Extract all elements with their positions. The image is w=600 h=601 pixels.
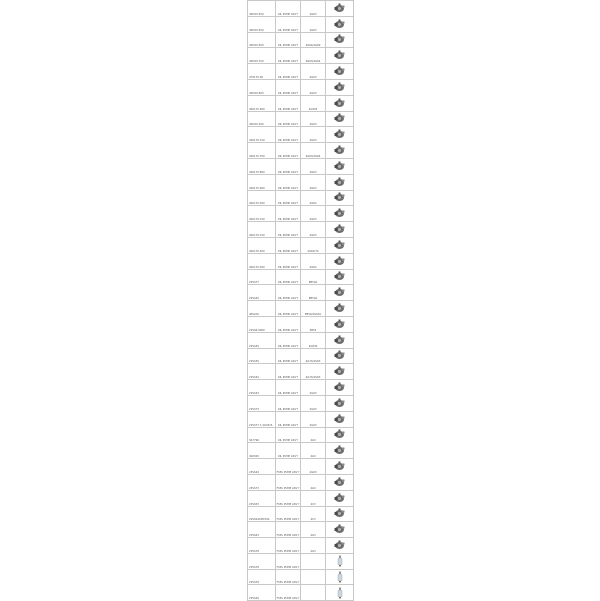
part-name-cell: OIL PUMP ASS'Y (276, 190, 301, 206)
table-row (248, 222, 354, 238)
oe-number-cell: 4S0170.310 (248, 222, 276, 238)
table-row (248, 206, 354, 222)
part-image-cell (326, 301, 354, 317)
part-image-cell (326, 79, 354, 95)
application-cell: 4G64 (301, 253, 326, 269)
oe-number-cell: 23SS73 (248, 474, 276, 490)
oe-number-cell: SS7796 (248, 427, 276, 443)
part-image-cell (326, 174, 354, 190)
part-name-cell: OIL PUMP ASS'Y (276, 427, 301, 443)
part-name-cell: OIL PUMP ASS'Y (276, 269, 301, 285)
part-name-cell: FUEL PUMP ASS'Y (276, 585, 301, 601)
application-cell: 4G993 (301, 95, 326, 111)
part-name-cell: OIL PUMP ASS'Y (276, 301, 301, 317)
part-image-cell (326, 253, 354, 269)
part-image-cell (326, 364, 354, 380)
part-image-cell (326, 127, 354, 143)
part-image-cell (326, 348, 354, 364)
part-image-cell (326, 553, 354, 569)
application-cell: 4G93 (301, 111, 326, 127)
part-name-cell: OIL PUMP ASS'Y (276, 174, 301, 190)
application-cell: 4G63/4G64 (301, 48, 326, 64)
oe-number-cell: 4SM10.800 (248, 79, 276, 95)
part-image-cell (326, 111, 354, 127)
parts-table (247, 0, 354, 601)
application-cell: 4G74/4G63 (301, 364, 326, 380)
application-cell: 4G93 (301, 127, 326, 143)
table-row (248, 143, 354, 159)
oe-number-cell: 4S0SS5 (248, 443, 276, 459)
oe-number-cell: 4S0170.500 (248, 237, 276, 253)
part-name-cell: OIL PUMP ASS'Y (276, 48, 301, 64)
part-name-cell: OIL PUMP ASS'Y (276, 64, 301, 80)
pump-assembly-icon (326, 224, 353, 235)
application-cell: 4G63S (301, 332, 326, 348)
application-cell: 4G93 (301, 79, 326, 95)
part-name-cell: FUEL PUMP ASS'Y (276, 459, 301, 475)
pump-assembly-icon (326, 287, 353, 298)
table-row (248, 127, 354, 143)
application-cell: 4G93 (301, 411, 326, 427)
application-cell (301, 553, 326, 569)
table-row (248, 490, 354, 506)
table-row (248, 253, 354, 269)
pump-assembly-icon (326, 271, 353, 282)
pump-assembly-icon (326, 145, 353, 156)
application-cell: 4G64/4G69 (301, 32, 326, 48)
part-image-cell (326, 459, 354, 475)
pump-assembly-icon (326, 34, 353, 45)
part-image-cell (326, 143, 354, 159)
part-image-cell (326, 48, 354, 64)
oe-number-cell: 23SS53 (248, 490, 276, 506)
part-image-cell (326, 237, 354, 253)
part-image-cell (326, 522, 354, 538)
part-image-cell (326, 64, 354, 80)
part-image-cell (326, 1, 354, 17)
part-name-cell: OIL PUMP ASS'Y (276, 95, 301, 111)
application-cell: 4G63/74 (301, 237, 326, 253)
table-row (248, 332, 354, 348)
pump-assembly-icon (326, 350, 353, 361)
table-row (248, 380, 354, 396)
oe-number-cell: 4PS2A0 (248, 301, 276, 317)
oe-number-cell: 23SS33 (248, 380, 276, 396)
oe-number-cell: 23SS78 (248, 538, 276, 554)
part-name-cell: OIL PUMP ASS'Y (276, 222, 301, 238)
part-image-cell (326, 585, 354, 601)
part-name-cell: OIL PUMP ASS'Y (276, 395, 301, 411)
part-image-cell (326, 411, 354, 427)
part-image-cell (326, 16, 354, 32)
application-cell: 4G63 (301, 206, 326, 222)
pump-assembly-icon (326, 208, 353, 219)
application-cell (301, 569, 326, 585)
table-row (248, 16, 354, 32)
oe-number-cell: 4S0170.300 (248, 190, 276, 206)
oe-number-cell: 23SS3S (248, 332, 276, 348)
part-name-cell: OIL PUMP ASS'Y (276, 1, 301, 17)
parts-table-body (248, 1, 354, 601)
oe-number-cell: 4S0170.310 (248, 206, 276, 222)
application-cell: 4B54 (301, 316, 326, 332)
pump-assembly-icon (326, 129, 353, 140)
part-image-cell (326, 285, 354, 301)
part-image-cell (326, 316, 354, 332)
application-cell: EB50/4G63A (301, 301, 326, 317)
application-cell (301, 585, 326, 601)
pump-assembly-icon (326, 382, 353, 393)
pump-assembly-icon (326, 493, 353, 504)
part-image-cell (326, 190, 354, 206)
oe-number-cell: 23SS3A (248, 364, 276, 380)
application-cell: 4G93 (301, 395, 326, 411)
oe-number-cell: 4S0170.310 (248, 127, 276, 143)
part-image-cell (326, 490, 354, 506)
fuel-strainer-icon (326, 555, 353, 567)
part-image-cell (326, 427, 354, 443)
part-name-cell: OIL PUMP ASS'Y (276, 364, 301, 380)
oe-number-cell: 23SS4S (248, 585, 276, 601)
application-cell: 4G63/4G64 (301, 143, 326, 159)
part-name-cell: OIL PUMP ASS'Y (276, 206, 301, 222)
application-cell: 4G63 (301, 174, 326, 190)
table-row (248, 474, 354, 490)
oe-number-cell: 23SS3S (248, 348, 276, 364)
part-image-cell (326, 395, 354, 411)
table-row (248, 348, 354, 364)
table-row (248, 48, 354, 64)
oe-number-cell: 4S0170.900 (248, 174, 276, 190)
table-row (248, 506, 354, 522)
table-row (248, 553, 354, 569)
pump-assembly-icon (326, 524, 353, 535)
table-row (248, 443, 354, 459)
application-cell: EB50A (301, 285, 326, 301)
pump-assembly-icon (326, 540, 353, 551)
application-cell: 4G63 (301, 1, 326, 17)
oe-number-cell: 4SM10.300 (248, 111, 276, 127)
part-image-cell (326, 506, 354, 522)
part-image-cell (326, 158, 354, 174)
part-image-cell (326, 569, 354, 585)
oe-number-cell: 23SS78 (248, 553, 276, 569)
pump-assembly-icon (326, 366, 353, 377)
table-row (248, 79, 354, 95)
fuel-strainer-icon (326, 587, 353, 599)
table-row (248, 64, 354, 80)
table-row (248, 32, 354, 48)
oe-number-cell: 23SS73 (248, 395, 276, 411)
part-image-cell (326, 443, 354, 459)
table-row (248, 190, 354, 206)
pump-assembly-icon (326, 508, 353, 519)
part-name-cell: OIL PUMP ASS'Y (276, 411, 301, 427)
pump-assembly-icon (326, 477, 353, 488)
oe-number-cell: 23SS77.7.4G3315 (248, 411, 276, 427)
part-name-cell: FUEL PUMP ASS'Y (276, 474, 301, 490)
pump-assembly-icon (326, 177, 353, 188)
part-image-cell (326, 474, 354, 490)
pump-assembly-icon (326, 256, 353, 267)
oe-number-cell: 4SM10.500 (248, 16, 276, 32)
part-name-cell: OIL PUMP ASS'Y (276, 111, 301, 127)
parts-catalog-sheet (247, 0, 350, 600)
pump-assembly-icon (326, 50, 353, 61)
part-image-cell (326, 95, 354, 111)
part-name-cell: FUEL PUMP ASS'Y (276, 569, 301, 585)
part-name-cell: FUEL PUMP ASS'Y (276, 490, 301, 506)
pump-assembly-icon (326, 429, 353, 440)
oe-number-cell: 23SS44 (248, 459, 276, 475)
part-name-cell: FUEL PUMP ASS'Y (276, 553, 301, 569)
table-row (248, 569, 354, 585)
pump-assembly-icon (326, 19, 353, 30)
application-cell: 4C3 (301, 506, 326, 522)
pump-assembly-icon (326, 98, 353, 109)
application-cell: 4G3 (301, 427, 326, 443)
application-cell: 4G93 (301, 380, 326, 396)
application-cell: 4G63 (301, 459, 326, 475)
part-name-cell: OIL PUMP ASS'Y (276, 285, 301, 301)
oe-number-cell: 4SM10.500 (248, 1, 276, 17)
application-cell: 4G3 (301, 522, 326, 538)
pump-assembly-icon (326, 445, 353, 456)
part-name-cell: OIL PUMP ASS'Y (276, 316, 301, 332)
application-cell: 4G64 (301, 190, 326, 206)
oe-number-cell: 23SS77 (248, 269, 276, 285)
oe-number-cell: 23SS43 (248, 522, 276, 538)
pump-assembly-icon (326, 319, 353, 330)
part-image-cell (326, 269, 354, 285)
table-row (248, 316, 354, 332)
oe-number-cell: 23SS3A (248, 285, 276, 301)
pump-assembly-icon (326, 303, 353, 314)
part-name-cell: FUEL PUMP ASS'Y (276, 506, 301, 522)
table-row (248, 585, 354, 601)
pump-assembly-icon (326, 192, 353, 203)
part-name-cell: OIL PUMP ASS'Y (276, 253, 301, 269)
part-image-cell (326, 380, 354, 396)
part-name-cell: FUEL PUMP ASS'Y (276, 522, 301, 538)
oe-number-cell: 23SS78 (248, 569, 276, 585)
application-cell: 4G63 (301, 222, 326, 238)
table-row (248, 301, 354, 317)
table-row (248, 411, 354, 427)
oe-number-cell: 4SM10.700 (248, 48, 276, 64)
part-name-cell: OIL PUMP ASS'Y (276, 127, 301, 143)
oe-number-cell: 2SSSS4S3M3SS (248, 506, 276, 522)
table-row (248, 1, 354, 17)
part-name-cell: OIL PUMP ASS'Y (276, 158, 301, 174)
oe-number-cell: 23SS6.9000 (248, 316, 276, 332)
part-name-cell: OIL PUMP ASS'Y (276, 32, 301, 48)
part-image-cell (326, 32, 354, 48)
part-name-cell: FUEL PUMP ASS'Y (276, 538, 301, 554)
application-cell: 4G3 (301, 474, 326, 490)
pump-assembly-icon (326, 335, 353, 346)
application-cell: EB50A (301, 269, 326, 285)
pump-assembly-icon (326, 161, 353, 172)
pump-assembly-icon (326, 82, 353, 93)
oe-number-cell: 4S0170.800 (248, 158, 276, 174)
pump-assembly-icon (326, 461, 353, 472)
part-name-cell: OIL PUMP ASS'Y (276, 79, 301, 95)
application-cell: 4G3 (301, 538, 326, 554)
fuel-strainer-icon (326, 571, 353, 583)
application-cell: 4G63 (301, 16, 326, 32)
oe-number-cell: 4S0170.700 (248, 143, 276, 159)
table-row (248, 364, 354, 380)
table-row (248, 459, 354, 475)
part-name-cell: OIL PUMP ASS'Y (276, 380, 301, 396)
table-row (248, 158, 354, 174)
oe-number-cell: 4S0170.300 (248, 253, 276, 269)
table-row (248, 522, 354, 538)
table-row (248, 174, 354, 190)
application-cell: 4G3 (301, 443, 326, 459)
table-row (248, 395, 354, 411)
part-image-cell (326, 538, 354, 554)
application-cell: 4G63 (301, 158, 326, 174)
table-row (248, 95, 354, 111)
oe-number-cell: 4SM10.500 (248, 32, 276, 48)
part-image-cell (326, 222, 354, 238)
application-cell: 4G93 (301, 64, 326, 80)
table-row (248, 111, 354, 127)
application-cell: 4G74/4G63 (301, 348, 326, 364)
part-name-cell: OIL PUMP ASS'Y (276, 332, 301, 348)
pump-assembly-icon (326, 3, 353, 14)
part-name-cell: OIL PUMP ASS'Y (276, 443, 301, 459)
table-row (248, 269, 354, 285)
part-image-cell (326, 332, 354, 348)
table-row (248, 427, 354, 443)
pump-assembly-icon (326, 414, 353, 425)
pump-assembly-icon (326, 240, 353, 251)
table-row (248, 237, 354, 253)
part-name-cell: OIL PUMP ASS'Y (276, 237, 301, 253)
table-row (248, 538, 354, 554)
oe-number-cell: 479170.00 (248, 64, 276, 80)
part-name-cell: OIL PUMP ASS'Y (276, 16, 301, 32)
part-name-cell: OIL PUMP ASS'Y (276, 348, 301, 364)
part-name-cell: OIL PUMP ASS'Y (276, 143, 301, 159)
pump-assembly-icon (326, 398, 353, 409)
part-image-cell (326, 206, 354, 222)
table-row (248, 285, 354, 301)
oe-number-cell: 4S0170.900 (248, 95, 276, 111)
application-cell: 4C3 (301, 490, 326, 506)
pump-assembly-icon (326, 66, 353, 77)
pump-assembly-icon (326, 113, 353, 124)
